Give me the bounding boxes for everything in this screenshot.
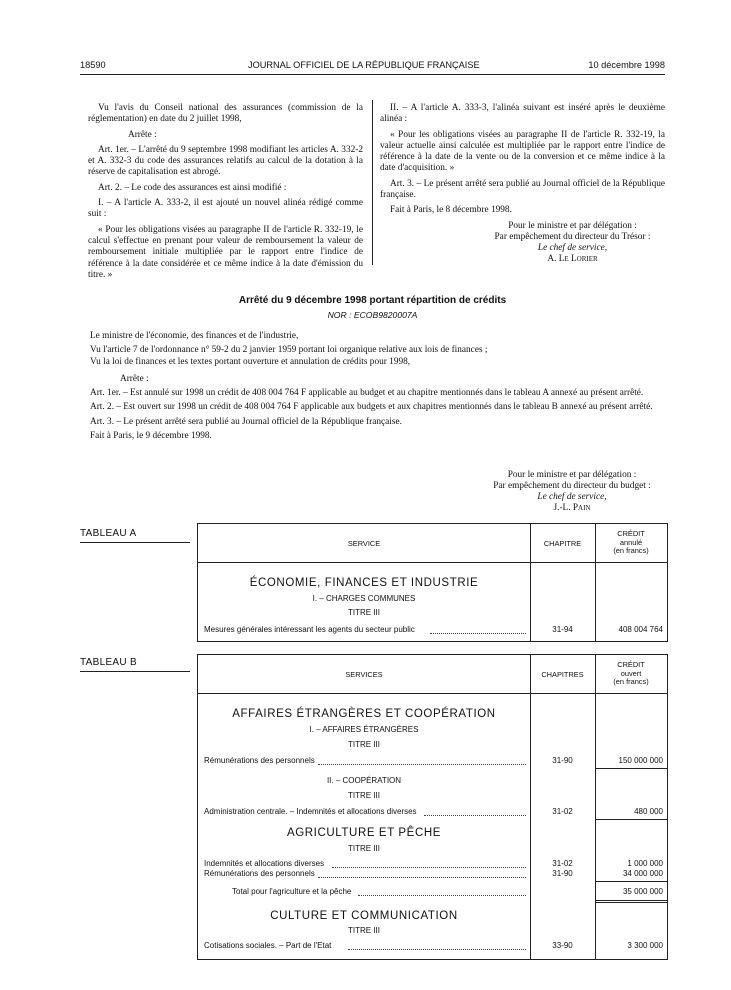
paragraph: I. – A l'article A. 333-2, il est ajouté un nouvel alinéa rédigé comme suit : bbox=[88, 198, 363, 220]
col-credit bbox=[595, 661, 667, 687]
row-label: Cotisations sociales. – Part de l'Etat bbox=[204, 941, 332, 950]
tableau-a bbox=[197, 523, 668, 642]
total-credit: 35 000 000 bbox=[622, 887, 663, 896]
paragraph: Arrête : bbox=[120, 373, 149, 384]
row-label: Rémunérations des personnels bbox=[204, 756, 315, 765]
col-credit bbox=[595, 530, 667, 556]
row-credit: 150 000 000 bbox=[618, 756, 663, 765]
header-rule bbox=[80, 74, 665, 75]
row-chapitre: 31-90 bbox=[552, 756, 573, 765]
total-label: Total pour l'agriculture et la pêche bbox=[232, 887, 352, 896]
titre-heading: TITRE III bbox=[348, 740, 380, 749]
signature-line: Pour le ministre et par délégation : bbox=[508, 221, 637, 231]
paragraph: Le ministre de l'économie, des finances et de l'industrie, bbox=[90, 331, 299, 341]
col-credit-line: annulé bbox=[619, 537, 643, 547]
decree-signature bbox=[478, 470, 666, 514]
paragraph: Art. 2. – Est ouvert sur 1998 un crédit de 408 004 764 F applicable aux budgets et aux chapitres mentionnés dans le tableau B annexé au présent arrêté. bbox=[90, 402, 653, 413]
paragraph: Art. 2. – Le code des assurances est ainsi modifié : bbox=[98, 182, 287, 193]
col-credit-line: CRÉDIT bbox=[617, 529, 645, 538]
decree-title: Arrêté du 9 décembre 1998 portant répartition de crédits bbox=[238, 295, 507, 306]
paragraph: Arrête : bbox=[128, 129, 157, 140]
row-chapitre: 31-94 bbox=[552, 625, 573, 634]
ministry-heading: AFFAIRES ÉTRANGÈRES ET COOPÉRATION bbox=[232, 708, 496, 720]
titre-heading: TITRE III bbox=[348, 844, 380, 853]
signature-line: Par empêchement du directeur du Trésor : bbox=[494, 232, 651, 242]
paragraph: « Pour les obligations visées au paragraphe II de l'article R. 332-19, la valeur actuelle ainsi calculée est multipliée par le rapport entre l'indice de référence à la date de la vente ou de la conversion et ce même indice à la date d'acquisition. » bbox=[380, 129, 665, 174]
signature-name: J.-L. Pain bbox=[553, 503, 591, 513]
page-header bbox=[80, 60, 665, 74]
paragraph: Art. 3. – Le présent arrêté sera publié au Journal officiel de la République française. bbox=[380, 178, 665, 201]
titre-heading: TITRE III bbox=[348, 608, 380, 617]
page-number: 18590 bbox=[80, 60, 106, 70]
paragraph: II. – A l'article A. 333-3, l'alinéa suivant est inséré après le deuxième alinéa : bbox=[380, 103, 665, 125]
col-chapitre: CHAPITRE bbox=[543, 539, 582, 548]
paragraph: Fait à Paris, le 8 décembre 1998. bbox=[390, 205, 512, 216]
row-label: Mesures générales intéressant les agents du secteur public bbox=[204, 625, 415, 634]
row-credit: 34 000 000 bbox=[622, 869, 663, 878]
col-credit-line: ouvert bbox=[620, 668, 642, 678]
row-label: Indemnités et allocations diverses bbox=[204, 859, 325, 868]
decree-nor: NOR : ECOB9820007A bbox=[327, 310, 418, 320]
col-service: SERVICE bbox=[347, 539, 381, 548]
col-services: SERVICES bbox=[345, 670, 383, 679]
tableau-b-label: TABLEAU B bbox=[80, 657, 137, 668]
titre-heading: TITRE III bbox=[348, 926, 380, 935]
decree-body bbox=[80, 331, 665, 445]
paragraph: « Pour les obligations visées au paragraphe II de l'article R. 332-19, le calcul s'effectue en prenant pour valeur de remboursement la valeur de remboursement initiale multipliée par le rapport entre l'indice de référence à la date considérée et ce même indice à la date d'émission du titre. » bbox=[88, 224, 363, 280]
label-rule bbox=[80, 671, 190, 672]
paragraph: Vu l'avis du Conseil national des assurances (commission de la réglementation) en date du 2 juillet 1998, bbox=[88, 103, 363, 125]
row-label: Rémunérations des personnels bbox=[204, 869, 315, 878]
label-rule bbox=[80, 542, 190, 543]
row-label: Administration centrale. – Indemnités et allocations diverses bbox=[204, 807, 417, 816]
row-chapitre: 31-02 bbox=[552, 807, 573, 816]
signature-name: A. Le Lorier bbox=[547, 254, 598, 264]
row-credit: 480 000 bbox=[634, 807, 663, 816]
paragraph: Vu la loi de finances et les textes portant ouverture et annulation de crédits pour 1998, bbox=[90, 356, 411, 367]
tableau-a-label: TABLEAU A bbox=[80, 528, 137, 539]
journal-title: JOURNAL OFFICIEL DE LA RÉPUBLIQUE FRANÇAISE bbox=[248, 60, 480, 70]
prev-right-column bbox=[380, 103, 665, 221]
section-heading: I. – CHARGES COMMUNES bbox=[312, 594, 416, 603]
col-chapitres: CHAPITRES bbox=[541, 670, 584, 679]
issue-date: 10 décembre 1998 bbox=[588, 60, 665, 70]
ministry-heading: ÉCONOMIE, FINANCES ET INDUSTRIE bbox=[249, 577, 479, 589]
section-heading: II. – COOPÉRATION bbox=[326, 776, 402, 785]
prev-left-column bbox=[88, 103, 363, 285]
paragraph: Vu l'article 7 de l'ordonnance n° 59-2 du 2 janvier 1959 portant loi organique relative aux lois de finances ; bbox=[90, 345, 488, 356]
paragraph: Fait à Paris, le 9 décembre 1998. bbox=[90, 431, 212, 442]
section-heading: I. – AFFAIRES ÉTRANGÈRES bbox=[309, 725, 419, 734]
row-chapitre: 31-90 bbox=[552, 869, 573, 878]
paragraph: Art. 1er. – L'arrêté du 9 septembre 1998 modifiant les articles A. 332-2 et A. 332-3 du code des assurances relatifs au calcul de la dotation à la réserve de capitalisation est abrogé. bbox=[88, 144, 363, 178]
row-credit: 3 300 000 bbox=[627, 941, 663, 950]
col-credit-line: CRÉDIT bbox=[617, 660, 645, 669]
tableau-b bbox=[197, 654, 668, 960]
signature-line: Par empêchement du directeur du budget : bbox=[493, 481, 651, 491]
row-credit: 1 000 000 bbox=[627, 859, 663, 868]
paragraph: Art. 1er. – Est annulé sur 1998 un crédit de 408 004 764 F applicable au budget et au chapitre mentionnés dans le tableau A annexé au présent arrêté. bbox=[90, 388, 644, 399]
column-divider bbox=[372, 100, 373, 265]
signature-line: Le chef de service, bbox=[537, 492, 607, 502]
signature-line: Pour le ministre et par délégation : bbox=[507, 470, 637, 480]
row-credit: 408 004 764 bbox=[618, 625, 663, 634]
row-chapitre: 31-02 bbox=[552, 859, 573, 868]
row-chapitre: 33-90 bbox=[552, 941, 573, 950]
ministry-heading: CULTURE ET COMMUNICATION bbox=[270, 910, 458, 922]
prev-signature bbox=[480, 221, 665, 265]
titre-heading: TITRE III bbox=[348, 791, 380, 800]
col-credit-line: (en francs) bbox=[613, 677, 649, 686]
paragraph: Art. 3. – Le présent arrêté sera publié au Journal officiel de la République française. bbox=[90, 416, 402, 427]
ministry-heading: AGRICULTURE ET PÊCHE bbox=[286, 827, 442, 839]
signature-line: Le chef de service, bbox=[537, 243, 608, 253]
col-credit-line: (en francs) bbox=[613, 546, 649, 555]
